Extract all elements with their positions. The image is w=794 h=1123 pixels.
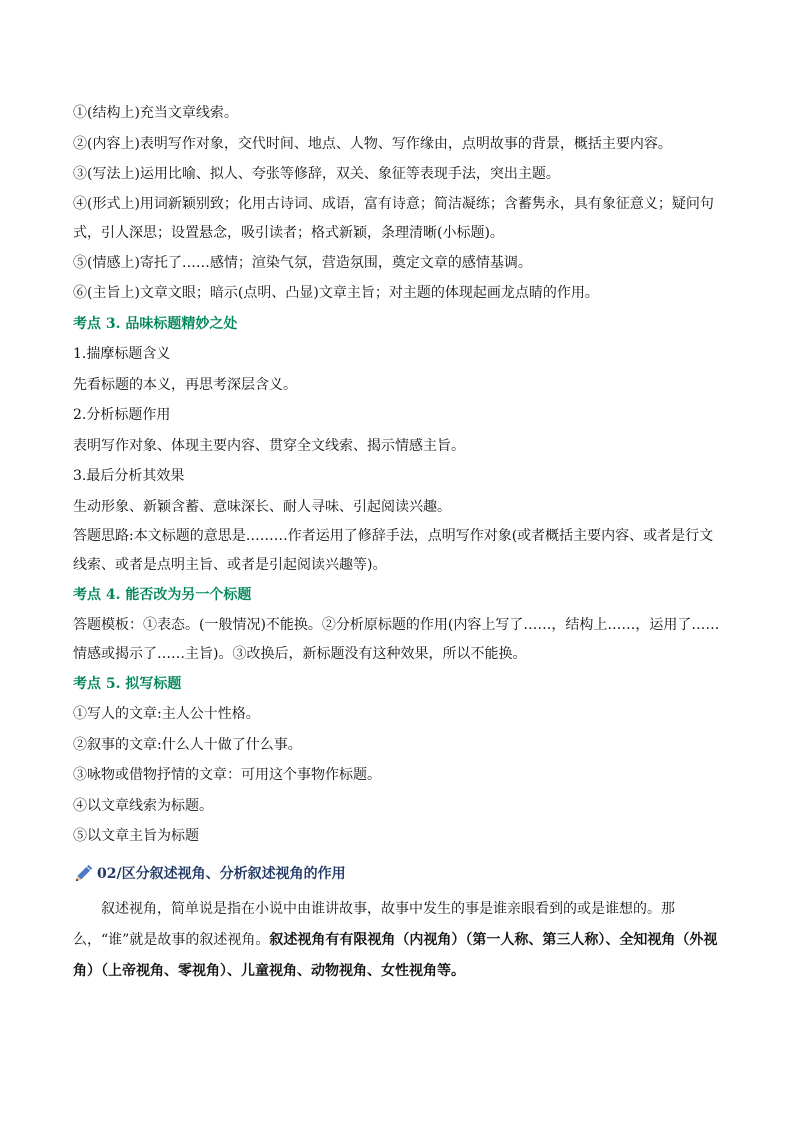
list-item: ④(形式上)用词新颖别致；化用古诗词、成语，富有诗意；简洁凝练；含蓄隽永，具有象征意义；疑问句式，引人深思；设置悬念，吸引读者；格式新颖，条理清晰(小标题)。	[73, 195, 714, 241]
pencil-icon	[73, 862, 95, 884]
kaodian3-heading: 考点 3. 品味标题精妙之处	[73, 315, 238, 332]
section-02-heading	[73, 858, 723, 888]
paragraph-text: 叙述视角，简单说是指在小说中由谁讲故事，故事中发生的事是谁亲眼看到的或是谁想的。那么，“谁”就是故事的叙述视角。	[73, 900, 675, 948]
paragraph-bold-text: 叙述视角有有限视角（内视角）（第一人称、第三人称）、全知视角（外视角）（上帝视角、零视角）、儿童视角、动物视角、女性视角等。	[73, 931, 718, 979]
document-page	[73, 98, 723, 987]
kaodian3-item: 表明写作对象、体现主要内容、贯穿全文线索、揭示情感主旨。	[73, 437, 465, 454]
kaodian5-item: ②叙事的文章:什么人十做了什么事。	[73, 736, 302, 753]
section-02-paragraph	[73, 894, 723, 987]
kaodian5-item: ③咏物或借物抒情的文章：可用这个事物作标题。	[73, 767, 381, 783]
list-item: ③(写法上)运用比喻、拟人、夸张等修辞，双关、象征等表现手法，突出主题。	[73, 166, 560, 182]
list-item: ②(内容上)表明写作对象，交代时间、地点、人物、写作缘由，点明故事的背景，概括主要内容。	[73, 135, 672, 152]
kaodian3-answer: 答题思路:本文标题的意思是………作者运用了修辞手法，点明写作对象(或者概括主要内容、或者是行文线索、或者是点明主旨、或者是引起阅读兴趣等)。	[73, 528, 714, 573]
kaodian5-heading: 考点 5. 拟写标题	[73, 675, 182, 692]
kaodian4-heading: 考点 4. 能否改为另一个标题	[73, 587, 252, 603]
kaodian3-item: 3.最后分析其效果	[73, 468, 185, 484]
kaodian3-item: 先看标题的本义，再思考深层含义。	[73, 376, 297, 393]
kaodian4-answer: 答题模板：①表态。(一般情况)不能换。②分析原标题的作用(内容上写了……，结构上……，运用了……情感或揭示了……主旨)。③改换后，新标题没有这种效果，所以不能换。	[73, 616, 720, 662]
list-item: ⑤(情感上)寄托了……感情；渲染气氛，营造氛围，奠定文章的感情基调。	[73, 254, 532, 271]
list-item: ⑥(主旨上)文章文眼；暗示(点明、凸显)文章主旨；对主题的体现起画龙点睛的作用。	[73, 285, 599, 301]
kaodian5-item: ①写人的文章:主人公十性格。	[73, 706, 260, 722]
kaodian3-item: 1.揣摩标题含义	[73, 346, 171, 362]
kaodian5-item: ④以文章线索为标题。	[73, 797, 213, 814]
kaodian3-item: 2.分析标题作用	[73, 407, 171, 423]
section-02-title: 02/区分叙述视角、分析叙述视角的作用	[97, 865, 346, 882]
kaodian3-item: 生动形象、新颖含蓄、意味深长、耐人寻味、引起阅读兴趣。	[73, 498, 451, 515]
kaodian5-item: ⑤以文章主旨为标题	[73, 828, 199, 844]
list-item: ①(结构上)充当文章线索。	[73, 105, 238, 121]
